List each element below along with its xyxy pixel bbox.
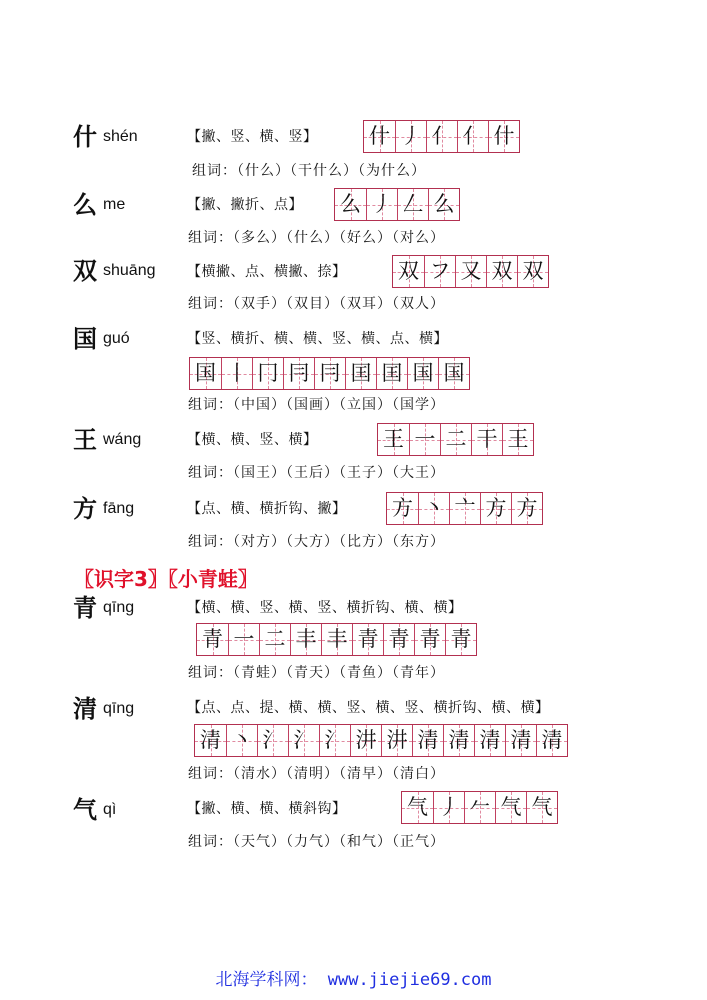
grid-cell: 丿 (433, 792, 464, 823)
word-list: 组词：（国王）（王后）（王子）（大王） (188, 465, 445, 481)
grid-cell: 双 (393, 256, 424, 287)
pinyin: shén (103, 128, 138, 145)
word-list: 组词：（多么）（什么）（好么）（对么） (188, 230, 445, 246)
grid-cell: 囯 (345, 358, 376, 389)
stroke-grid (386, 492, 543, 525)
grid-cell: 青 (197, 624, 228, 655)
grid-cell: 气 (402, 792, 433, 823)
pinyin: me (103, 196, 126, 213)
stroke-order: 【撇、撇折、点】 (187, 197, 303, 213)
stroke-order: 【横撇、点、横撇、捺】 (187, 264, 347, 280)
grid-cell: 亻 (426, 121, 457, 152)
stroke-grid (401, 791, 558, 824)
grid-cell: 方 (511, 493, 542, 524)
grid-cell: 一 (228, 624, 259, 655)
grid-cell: 氵 (319, 725, 350, 756)
stroke-grid (377, 423, 534, 456)
pinyin: fāng (103, 500, 135, 517)
grid-cell: 二 (259, 624, 290, 655)
grid-cell: 清 (195, 725, 226, 756)
grid-cell: 气 (526, 792, 557, 823)
character: 什 (73, 123, 97, 151)
word-list: 组词：（中国）（国画）（立国）（国学） (188, 397, 445, 413)
word-list: 组词：（双手）（双目）（双耳）（双人） (188, 296, 445, 312)
character: 国 (73, 325, 97, 353)
character: 青 (73, 594, 97, 622)
grid-cell: 又 (455, 256, 486, 287)
grid-cell: 清 (474, 725, 505, 756)
grid-cell: 青 (383, 624, 414, 655)
footer-watermark: 北海学科网： www.jiejie69.com (215, 970, 492, 990)
grid-cell: 丿 (366, 189, 397, 220)
grid-cell: 国 (407, 358, 438, 389)
character: 双 (73, 257, 97, 285)
grid-cell: 国 (438, 358, 469, 389)
stroke-order: 【点、点、提、横、横、竖、横、竖、横折钩、横、横】 (187, 700, 550, 716)
grid-cell: 丶 (418, 493, 449, 524)
stroke-grid (196, 623, 477, 656)
grid-cell: 青 (352, 624, 383, 655)
grid-cell: 清 (412, 725, 443, 756)
grid-cell: 什 (488, 121, 519, 152)
character: 气 (73, 796, 97, 824)
grid-cell: 青 (445, 624, 476, 655)
grid-cell: 清 (443, 725, 474, 756)
grid-cell: 氵 (288, 725, 319, 756)
grid-cell: 方 (480, 493, 511, 524)
grid-cell: 二 (440, 424, 471, 455)
grid-cell: 汫 (381, 725, 412, 756)
stroke-grid (334, 188, 460, 221)
grid-cell: 么 (428, 189, 459, 220)
grid-cell: 亠 (449, 493, 480, 524)
stroke-order: 【撇、横、横、横斜钩】 (187, 801, 347, 817)
stroke-order: 【撇、竖、横、竖】 (187, 129, 318, 145)
pinyin: shuāng (103, 262, 156, 279)
grid-cell: 冃 (314, 358, 345, 389)
grid-cell: 王 (502, 424, 533, 455)
character: 清 (73, 695, 97, 723)
grid-cell: 什 (364, 121, 395, 152)
grid-cell: 丨 (221, 358, 252, 389)
grid-cell: 青 (414, 624, 445, 655)
word-list: 组词：（天气）（力气）（和气）（正气） (188, 834, 445, 850)
section-heading: 〖识字3〗〖小青蛙〗 (74, 567, 258, 591)
grid-cell: 一 (409, 424, 440, 455)
character: 方 (73, 495, 97, 523)
grid-cell: 清 (536, 725, 567, 756)
word-list: 组词：（清水）（清明）（清早）（清白） (188, 766, 445, 782)
stroke-grid (194, 724, 568, 757)
grid-cell: 王 (378, 424, 409, 455)
grid-cell: 干 (471, 424, 502, 455)
grid-cell: 𠃋 (397, 189, 428, 220)
grid-cell: 丶 (226, 725, 257, 756)
grid-cell: 丰 (290, 624, 321, 655)
pinyin: qīng (103, 599, 135, 616)
grid-cell: 冃 (283, 358, 314, 389)
grid-cell: 清 (505, 725, 536, 756)
character: 王 (73, 426, 97, 454)
grid-cell: 双 (517, 256, 548, 287)
grid-cell: 气 (495, 792, 526, 823)
grid-cell: 方 (387, 493, 418, 524)
pinyin: guó (103, 330, 130, 347)
grid-cell: 丰 (321, 624, 352, 655)
grid-cell: 丿 (395, 121, 426, 152)
stroke-grid (189, 357, 470, 390)
stroke-order: 【竖、横折、横、横、竖、横、点、横】 (187, 331, 448, 347)
grid-cell: 氵 (257, 725, 288, 756)
stroke-grid (363, 120, 520, 153)
stroke-order: 【点、横、横折钩、撇】 (187, 501, 347, 517)
stroke-grid (392, 255, 549, 288)
word-list: 组词：（什么）（干什么）（为什么） (192, 163, 426, 179)
pinyin: qīng (103, 700, 135, 717)
word-list: 组词：（对方）（大方）（比方）（东方） (188, 534, 445, 550)
pinyin: qì (103, 801, 117, 818)
character: 么 (73, 191, 97, 219)
stroke-order: 【横、横、竖、横】 (187, 432, 318, 448)
grid-cell: 囯 (376, 358, 407, 389)
word-list: 组词：（青蛙）（青天）（青鱼）（青年） (188, 665, 445, 681)
pinyin: wáng (103, 431, 142, 448)
grid-cell: 么 (335, 189, 366, 220)
grid-cell: フ (424, 256, 455, 287)
grid-cell: 国 (190, 358, 221, 389)
grid-cell: 双 (486, 256, 517, 287)
grid-cell: 汫 (350, 725, 381, 756)
grid-cell: 𠂉 (464, 792, 495, 823)
grid-cell: 冂 (252, 358, 283, 389)
grid-cell: 亻 (457, 121, 488, 152)
stroke-order: 【横、横、竖、横、竖、横折钩、横、横】 (187, 600, 463, 616)
